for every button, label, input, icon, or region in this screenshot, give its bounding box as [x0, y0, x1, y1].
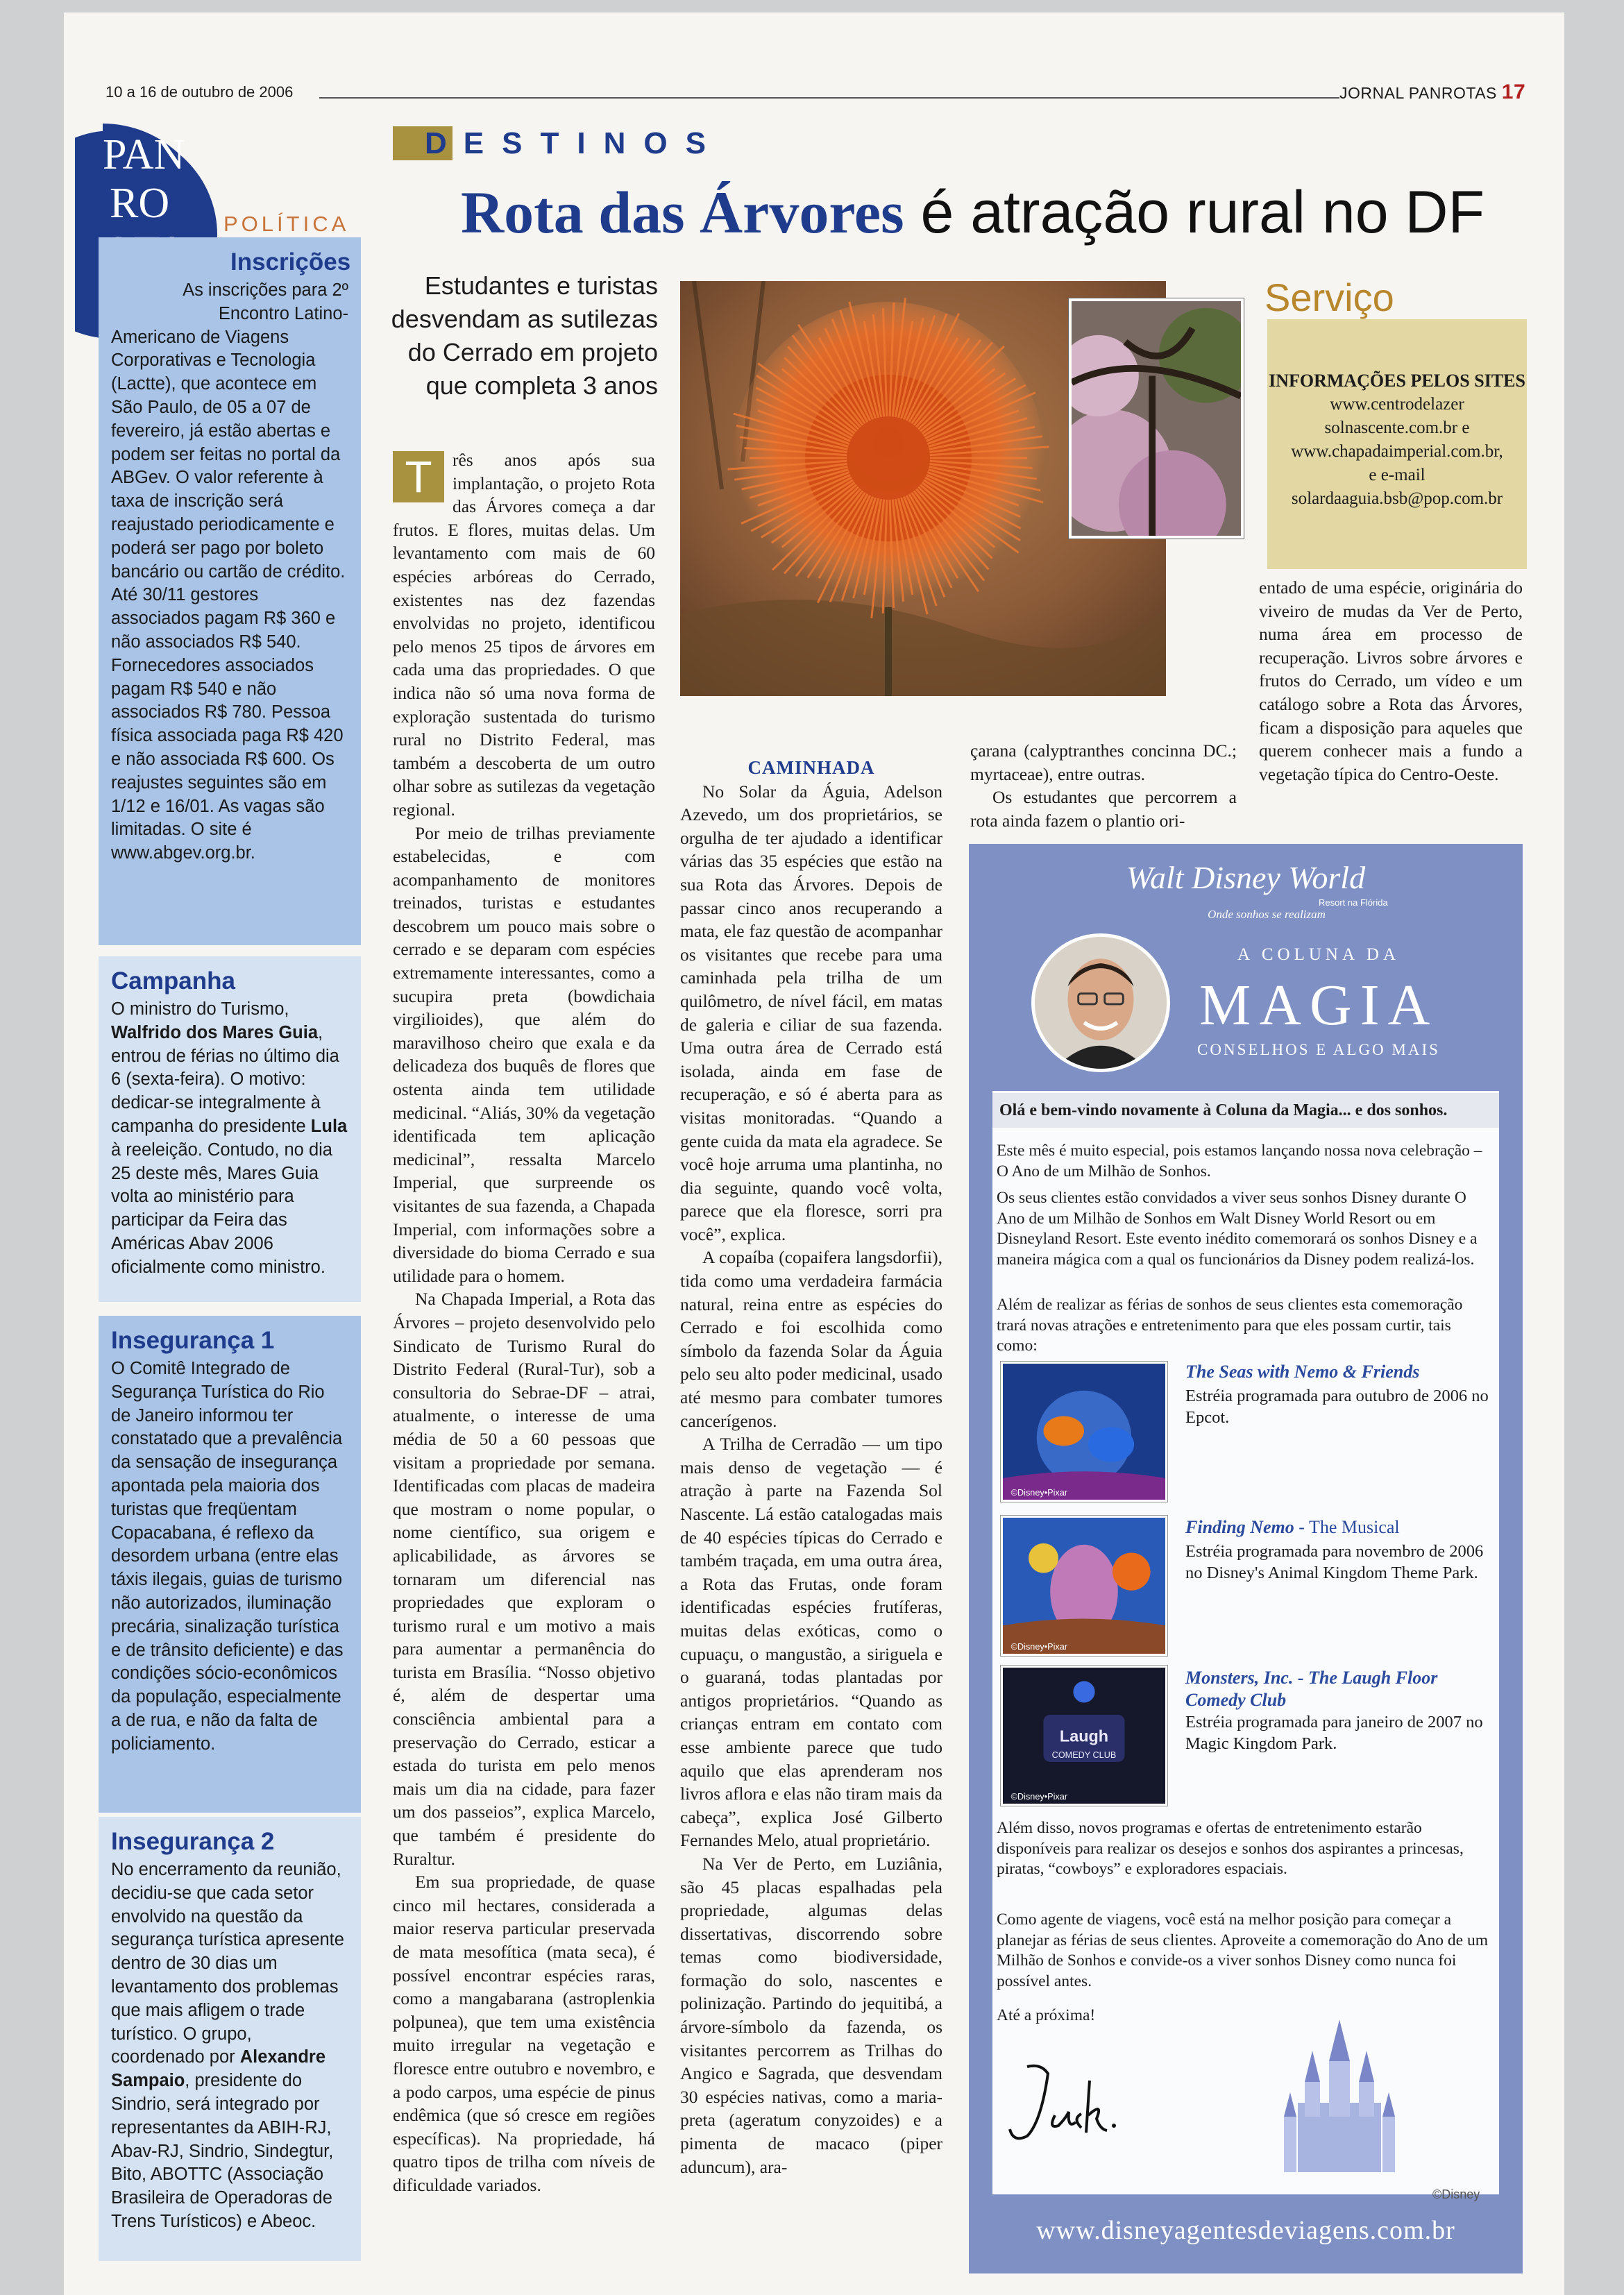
- article-paragraph: A Trilha de Cerradão — um tipo mais denso de vegetação — é atração à parte na Fazenda Sol Nascente. Lá estão catalogadas mais de 40 espécies típicas do Cerrado e também traçada, em uma outra área, a Rota das Frutas, onde foram identificadas espécies frutíferas, muitas delas exóticas, como o cupuaçu, o mangustão, a siriguela e o guaraná, todas plantadas por antigos proprietários. “Quando as crianças entram em contato com esse ambiente parece que tudo aquilo que elas aprenderam nos livros aflora e elas não tiram mais da cabeça”, explica José Gilberto Fernandes Melo, atual proprietário.: [680, 1434, 942, 1851]
- article-paragraph: Na Chapada Imperial, a Rota das Árvores – projeto desenvolvido pelo Sindicato de Turismo Rural do Distrito Federal (Rural-Tur), sob a consultoria do Sebrae-DF – atrai, atualmente, o interesse de uma média de 50 a 60 pessoas que visitam a propriedade por semana. Identificadas com placas de madeira que mostram o nome popular, o nome científico, sua origem e aplicabilidade, as árvores se tornaram um diferencial nas propriedades que exploram o turismo rural e um motivo a mais para aumentar a permanência do turista em Brasília. “Nosso objetivo é, além de despertar uma consciência ambiental para a preservação do Cerrado, esticar a estada do turista em pelo menos mais um dia na cidade, para fazer um dos passeios”, explica Marcelo, que também é presidente do Ruraltur.: [393, 1289, 655, 1869]
- finding-nemo-image: [1001, 1516, 1167, 1656]
- article-paragraph: A copaíba (copaifera langsdorfii), tida como uma verdadeira farmácia natural, reina entre as espécies do Cerrado e foi escolhida como símbolo da fazenda Solar da Águia pelo seu alto poder medicinal, usado até mesmo para combater tumores cancerígenos.: [680, 1247, 942, 1431]
- servico-line: solnascente.com.br e: [1324, 418, 1470, 437]
- sidebar-box-campanha: [99, 956, 361, 1302]
- paper-name: JORNAL PANROTAS: [1339, 84, 1497, 102]
- svg-text:COMEDY CLUB: COMEDY CLUB: [1051, 1750, 1117, 1761]
- ad-paragraph: Os seus clientes estão convidados a viver seus sonhos Disney durante O Ano de um Milhão de Sonhos em Walt Disney World Resort ou em Disneyland Resort. Este evento inédito comemorará os sonhos Disney e a maneira mágica com a qual os funcionários da Disney podem realizá-los.: [997, 1189, 1478, 1269]
- disney-logo: Walt Disney World: [1126, 860, 1366, 895]
- ad-paragraph: Além de realizar as férias de sonhos de seus clientes esta comemoração trará novas atrações e entretenimento para que eles possam curtir, tais como:: [997, 1296, 1463, 1355]
- page-number: 17: [1501, 81, 1526, 103]
- ad-copyright: ©Disney: [1432, 2187, 1480, 2201]
- ad-coluna-label: A COLUNA DA: [1237, 945, 1401, 964]
- article-paragraph: Na Ver de Perto, em Luziânia, são 45 placas espalhadas pela propriedade, algumas delas dissertativas, discorrendo sobre temas como biodiversidade, formação do solo, nascentes e polinização. Partindo do jequitibá, a árvore-símbolo da fazenda, os visitantes percorrem as Trilhas do Angico e Sagrada, que desvendam 30 espécies nativas, como a maria-preta (ageratum conyzoides) e a pimenta de macaco (piper aduncum), ara-: [680, 1853, 942, 2177]
- inscricoes-title: Inscrições: [230, 248, 351, 276]
- section-destinos: D ESTINOS: [393, 126, 724, 161]
- inseguranca1-text: O Comitê Integrado de Segurança Turística do Rio de Janeiro informou ter constatado que a prevalência da sensação de insegurança apontada pela maioria dos turistas que freqüentam Copacabana, é reflexo da desordem urbana (entre elas táxis ilegais, guias de turismo não autorizados, iluminação precária, sinalização turística e de trânsito deficiente) e das condições sócio-econômicos da população, especialmente a de rua, e não da falta de policiamento.: [111, 1359, 344, 1754]
- avatar: [1031, 933, 1170, 1072]
- laugh-floor-image: [1001, 1666, 1167, 1806]
- svg-text:©Disney•Pixar: ©Disney•Pixar: [1010, 1642, 1067, 1652]
- article-paragraph: çarana (calyptranthes concinna DC.; myrtaceae), entre outras.: [970, 740, 1237, 784]
- article-paragraph: Por meio de trilhas previamente estabelecidas, e com acompanhamento de monitores treinados, turistas e estudantes descobrem um pouco mais sobre o cerrado e se deparam com espécies extremamente interessantes, como a sucupira preta (bowdichaia virgilioides), que além do maravilhoso cheiro que exala e da delicadeza dos buquês de flores que ostenta ainda tem utilidade medicinal. “Aliás, 30% da vegetação identificada tem aplicação medicinal”, ressalta Marcelo Imperial, que surpreende os visitantes de sua fazenda, a Chapada Imperial, com informações sobre a diversidade do bioma Cerrado e sua utilidade para o homem.: [393, 822, 655, 1286]
- servico-line: e e-mail: [1369, 466, 1426, 484]
- svg-text:©Disney•Pixar: ©Disney•Pixar: [1010, 1792, 1067, 1802]
- ad-paragraph: Como agente de viagens, você está na melhor posição para começar a planejar as férias de seus clientes. Aproveite a comemoração do Ano de um Milhão de Sonhos e convide-os a viver sonhos Disney como nunca foi possível antes.: [997, 1911, 1489, 1990]
- disney-tagline: Onde sonhos se realizam: [1208, 908, 1326, 921]
- servico-line: solardaaguia.bsb@pop.com.br: [1291, 489, 1503, 508]
- ad-paragraph: Além disso, novos programas e ofertas de entretenimento estarão disponíveis para realizar os desejos e sonhos dos aspirantes a princesas, piratas, “cowboys” e exploradores espaciais.: [997, 1819, 1464, 1878]
- article-paragraph: No Solar da Águia, Adelson Azevedo, um dos proprietários, se orgulha de ter ajudado a identificar várias das 35 espécies que estão na sua Rota das Árvores. Depois de passar cinco anos recuperando a mata, ele faz questão de acompanhar os visitantes que recebe para uma caminhada pela trilha de um quilômetro, de nível fácil, em matas de galeria e ciliar de sua fazenda. Uma outra área de Cerrado está isolada, ainda em fase de recuperação, e só é aberta para as visitas monitoradas. “Quando a gente cuida da mata ela agradece. Se você hoje arruma uma plantinha, no dia seguinte, quando você volta, parece que ela floresce, sorri pra você”, explica.: [680, 781, 942, 1244]
- section-politica: POLÍTICA: [223, 212, 350, 236]
- show-desc: Estréia programada para janeiro de 2007 no Magic Kingdom Park.: [1185, 1713, 1483, 1753]
- show-desc: Estréia programada para outubro de 2006 no Epcot.: [1185, 1387, 1489, 1427]
- castle-icon: [1270, 2013, 1409, 2172]
- logo-letters-pan: PAN: [103, 131, 185, 178]
- ad-paragraph: Este mês é muito especial, pois estamos lançando nossa nova celebração – O Ano de um Milhão de Sonhos.: [997, 1142, 1482, 1180]
- campanha-title: Campanha: [111, 967, 235, 994]
- svg-text:Laugh: Laugh: [1059, 1727, 1109, 1745]
- article-paragraph: Em sua propriedade, de quase cinco mil hectares, considerada a maior reserva particular preservada de mata mesofítica (mata seca), é possível encontrar espécies raras, como a mangabarana (astroplenkia polpunea), que tem uma existência muito irregular na vegetação e floresce entre outubro e novembro, e a podo carpos, uma espécie de pinus endêmica (que só cresce em regiões específicas). Na propriedade, há quatro tipos de trilha com níveis de dificuldade variados.: [393, 1872, 655, 2195]
- sidebar-box-inscricoes: [99, 237, 361, 945]
- servico-box-title: INFORMAÇÕES PELOS SITES: [1269, 371, 1525, 391]
- show-desc: Estréia programada para novembro de 2006 no Disney's Animal Kingdom Theme Park.: [1185, 1542, 1484, 1582]
- paper-name-page: [1339, 81, 1525, 104]
- svg-text:RO: RO: [110, 180, 170, 227]
- tree-photo: [1069, 298, 1244, 539]
- svg-text:©Disney•Pixar: ©Disney•Pixar: [1010, 1488, 1067, 1498]
- disney-resort-label: Resort na Flórida: [1319, 897, 1388, 908]
- dropcap: T: [393, 451, 444, 502]
- inscricoes-text: Americano de Viagens Corporativas e Tecnologia (Lactte), que acontece em São Paulo, de 05 a 07 de fevereiro, já estão abertas e podem ser feitas no portal da ABGev. O valor referente à taxa de inscrição será reajustado periodicamente e poderá ser pago por boleto bancário ou cartão de crédito. Até 30/11 gestores associados pagam R$ 360 e não associados R$ 540. Fornecedores associados pagam R$ 540 e não associados R$ 780. Pessoa física associada paga R$ 420 e não associada R$ 600. Os reajustes seguintes são em 1/12 e 16/01. As vagas são limitadas. O site é www.abgev.org.br.: [111, 327, 346, 863]
- ad-paragraph: Até a próxima!: [997, 2006, 1096, 2024]
- issue-date: 10 a 16 de outubro de 2006: [105, 83, 294, 101]
- subheading-caminhada: CAMINHADA: [747, 757, 875, 778]
- servico-title: Serviço: [1264, 276, 1394, 319]
- inscricoes-intro: As inscrições para 2º Encontro Latino-: [183, 280, 348, 323]
- show-title: The Seas with Nemo & Friends: [1185, 1362, 1420, 1382]
- ad-conselhos-label: CONSELHOS E ALGO MAIS: [1197, 1041, 1440, 1058]
- seas-nemo-image: [1001, 1362, 1167, 1502]
- article-paragraph: entado de uma espécie, originária do viveiro de mudas da Ver de Perto, numa área em processo de recuperação. Livros sobre árvores e frutos do Cerrado, um vídeo e um catálogo sobre a Rota das Árvores, ficam a disposição para aqueles que querem conhecer mais a fundo a vegetação típica do Centro-Oeste.: [1259, 577, 1523, 784]
- campanha-text: O ministro do Turismo, Walfrido dos Mares Guia, entrou de férias no último dia 6 (sexta-feira). O motivo: dedicar-se integralmente à campanha do presidente Lula à reeleição. Contudo, no dia 25 deste mês, Mares Guia volta ao ministério para participar da Feira das Américas Abav 2006 oficialmente como ministro.: [111, 999, 348, 1277]
- inseguranca2-title: Insegurança 2: [111, 1828, 275, 1855]
- article-column-1: [393, 448, 655, 2197]
- article-column-4: [1259, 576, 1523, 786]
- show-title: Finding Nemo - The Musical: [1185, 1517, 1400, 1537]
- article-deck: Estudantes e turistas desvendam as sutilezas do Cerrado em projeto que completa 3 anos: [391, 271, 658, 400]
- servico-line: www.chapadaimperial.com.br,: [1291, 442, 1503, 461]
- ad-welcome-banner: Olá e bem-vindo novamente à Coluna da Magia... e dos sonhos.: [992, 1093, 1499, 1128]
- article-column-3: [970, 739, 1237, 832]
- inseguranca1-title: Insegurança 1: [111, 1327, 275, 1354]
- sidebar-box-inseguranca-2: [99, 1817, 361, 2261]
- signature: [999, 2053, 1124, 2150]
- article-paragraph: T rês anos após sua implantação, o projeto Rota das Árvores começa a dar frutos. E flores, muitas delas. Um levantamento com mais de 60 espécies arbóreas do Cerrado, existentes nas dez fazendas envolvidas no projeto, identificou pelo menos 25 tipos de árvores em cada uma das propriedades. O que indica não só uma nova forma de exploração sustentada do turismo rural no Distrito Federal, mas também a descoberta de um outro olhar sobre as sutilezas da vegetação regional.: [393, 450, 655, 820]
- servico-box: [1267, 319, 1527, 569]
- header-rule: [319, 97, 1339, 99]
- article-headline: Rota das Árvores é atração rural no DF: [461, 179, 1485, 246]
- servico-line: www.centrodelazer: [1330, 395, 1464, 414]
- article-column-2: [680, 756, 942, 2178]
- article-paragraph: Os estudantes que percorrem a rota ainda fazem o plantio ori-: [970, 787, 1237, 831]
- ad-magia-title: MAGIA: [1199, 973, 1439, 1038]
- show-title: Monsters, Inc. - The Laugh Floor Comedy Club: [1185, 1668, 1438, 1710]
- ad-url-link[interactable]: www.disneyagentesdeviagens.com.br: [1036, 2216, 1455, 2245]
- inseguranca2-text: No encerramento da reunião, decidiu-se que cada setor envolvido na questão da segurança turística apresente dentro de 30 dias um levantamento dos problemas que mais afligem o trade turístico. O grupo, coordenado por Alexandre Sampaio, presidente do Sindrio, será integrado por representantes da ABIH-RJ, Abav-RJ, Sindrio, Sindegtur, Bito, ABOTTC (Associação Brasileira de Operadoras de Trens Turísticos) e Abeoc.: [111, 1860, 344, 2231]
- sidebar-box-inseguranca-1: [99, 1316, 361, 1813]
